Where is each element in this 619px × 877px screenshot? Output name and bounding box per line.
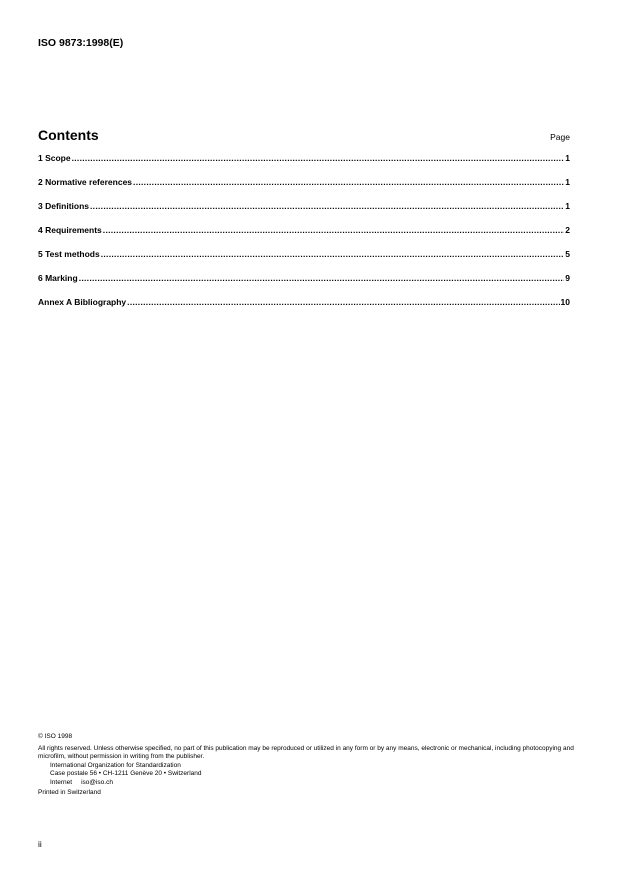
toc-entry-title: 6 Marking	[38, 273, 78, 283]
table-of-contents	[38, 153, 570, 321]
page-column-label: Page	[550, 132, 570, 142]
toc-entry-page: 1	[565, 177, 570, 187]
copyright-notice: © ISO 1998	[38, 733, 73, 740]
rights-statement: All rights reserved. Unless otherwise specified, no part of this publication may be reproduced or utilized in any form or by any means, electronic or mechanical, including photocopying and microfilm, without permission in writing from the publisher.	[38, 744, 574, 761]
printed-in: Printed in Switzerland	[38, 788, 101, 796]
toc-entry-page: 10	[560, 297, 570, 307]
toc-dot-leader	[72, 153, 565, 163]
copyright-footer	[38, 733, 583, 797]
toc-entry-definitions[interactable]	[38, 201, 570, 225]
toc-entry-page: 2	[565, 225, 570, 235]
toc-dot-leader	[133, 177, 564, 187]
toc-entry-page: 1	[565, 201, 570, 211]
organization-address: Case postale 56 • CH-1211 Genève 20 • Switzerland	[50, 770, 202, 778]
contents-heading-row	[38, 127, 570, 143]
contents-title: Contents	[38, 127, 99, 143]
toc-dot-leader	[101, 249, 565, 259]
toc-entry-marking[interactable]	[38, 273, 570, 297]
internet-contact: Internet iso@iso.ch	[50, 778, 113, 786]
toc-entry-test-methods[interactable]	[38, 249, 570, 273]
toc-entry-title: Annex A Bibliography	[38, 297, 127, 307]
page-number: ii	[38, 839, 42, 849]
toc-entry-title: 4 Requirements	[38, 225, 102, 235]
toc-dot-leader	[103, 225, 564, 235]
toc-dot-leader	[127, 297, 559, 307]
toc-entry-normative-references[interactable]	[38, 177, 570, 201]
toc-entry-annex-a-bibliography[interactable]	[38, 297, 570, 321]
toc-entry-title: 3 Definitions	[38, 201, 90, 211]
toc-entry-title: 5 Test methods	[38, 249, 100, 259]
toc-entry-page: 9	[565, 273, 570, 283]
toc-entry-title: 2 Normative references	[38, 177, 133, 187]
organization-name: International Organization for Standardization	[50, 761, 181, 769]
toc-dot-leader	[90, 201, 564, 211]
toc-entry-scope[interactable]	[38, 153, 570, 177]
toc-entry-page: 5	[565, 249, 570, 259]
toc-entry-page: 1	[565, 153, 570, 163]
toc-dot-leader	[79, 273, 565, 283]
toc-entry-requirements[interactable]	[38, 225, 570, 249]
toc-entry-title: 1 Scope	[38, 153, 71, 163]
document-header: ISO 9873:1998(E)	[38, 37, 124, 49]
